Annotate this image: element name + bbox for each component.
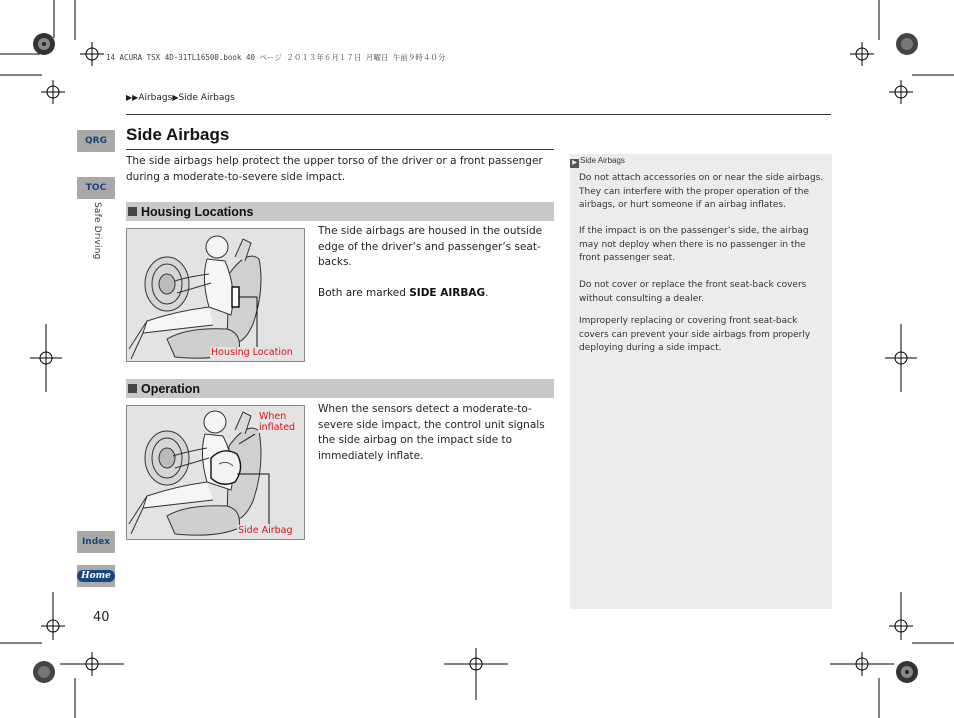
section-square-icon	[128, 207, 137, 216]
note-paragraph: Do not attach accessories on or near the side airbags. They can interfere with the proper operation of the airbags, or hurt someone if an airbag inflates.	[579, 173, 824, 210]
home-tab[interactable]	[77, 565, 115, 587]
marking-prefix: Both are marked	[318, 287, 410, 299]
housing-marking-text	[318, 286, 554, 302]
title-rule	[126, 149, 554, 150]
note-paragraph: If the impact is on the passenger’s side, the airbag may not deploy when there is no passenger in the front passenger seat.	[579, 226, 809, 263]
file-header: 14 ACURA TSX 4D-31TL16500.book 40 ページ ２０１３年６月１７日 月曜日 午前９時４０分	[106, 53, 446, 62]
index-tab[interactable]: Index	[77, 531, 115, 553]
section-square-icon	[128, 384, 137, 393]
note-header-label: Side Airbags	[580, 156, 625, 165]
notes-panel	[570, 154, 832, 609]
when-inflated-label-line1: When	[259, 411, 287, 422]
chapter-label: Safe Driving	[92, 202, 102, 260]
marking-suffix: .	[485, 287, 489, 299]
seat-illustration	[127, 229, 305, 362]
section-heading-label: Operation	[141, 381, 201, 396]
section-heading-housing	[126, 202, 554, 221]
qrg-tab[interactable]: QRG	[77, 130, 115, 152]
breadcrumb-current: Side Airbags	[178, 93, 235, 103]
marking-bold: SIDE AIRBAG	[409, 287, 486, 299]
toc-tab[interactable]: TOC	[77, 177, 115, 199]
breadcrumb	[126, 93, 235, 103]
section-heading-label: Housing Locations	[141, 204, 254, 219]
page-title: Side Airbags	[126, 125, 230, 144]
side-airbag-label: Side Airbag	[238, 525, 293, 536]
note-header	[570, 156, 625, 168]
when-inflated-label-line2: inflated	[259, 422, 296, 433]
intro-text: The side airbags help protect the upper torso of the driver or a front passenger during a moderate-to-severe side impact.	[126, 155, 543, 183]
page-number: 40	[93, 610, 110, 625]
note-marker-icon: ▶	[570, 159, 579, 168]
operation-text: When the sensors detect a moderate-to-severe side impact, the control unit signals the side airbag on the impact side to immediately inflate.	[318, 403, 545, 462]
breadcrumb-arrow-icon: ▶▶	[126, 93, 139, 102]
housing-location-label: Housing Location	[211, 347, 293, 358]
breadcrumb-link-airbags[interactable]: Airbags	[138, 93, 173, 103]
note-paragraph: Do not cover or replace the front seat-back covers without consulting a dealer.	[579, 280, 807, 304]
when-inflated-label	[258, 411, 296, 433]
section-heading-operation	[126, 379, 554, 398]
home-tab-label: Home	[77, 570, 115, 582]
operation-figure	[126, 405, 305, 540]
header-rule	[126, 114, 831, 115]
housing-text: The side airbags are housed in the outside edge of the driver’s and passenger’s seat-backs.	[318, 225, 543, 268]
breadcrumb-arrow-icon: ▶	[172, 93, 179, 102]
note-paragraph: Improperly replacing or covering front seat-back covers can prevent your side airbags from properly deploying during a side impact.	[579, 316, 811, 353]
housing-location-figure	[126, 228, 305, 362]
